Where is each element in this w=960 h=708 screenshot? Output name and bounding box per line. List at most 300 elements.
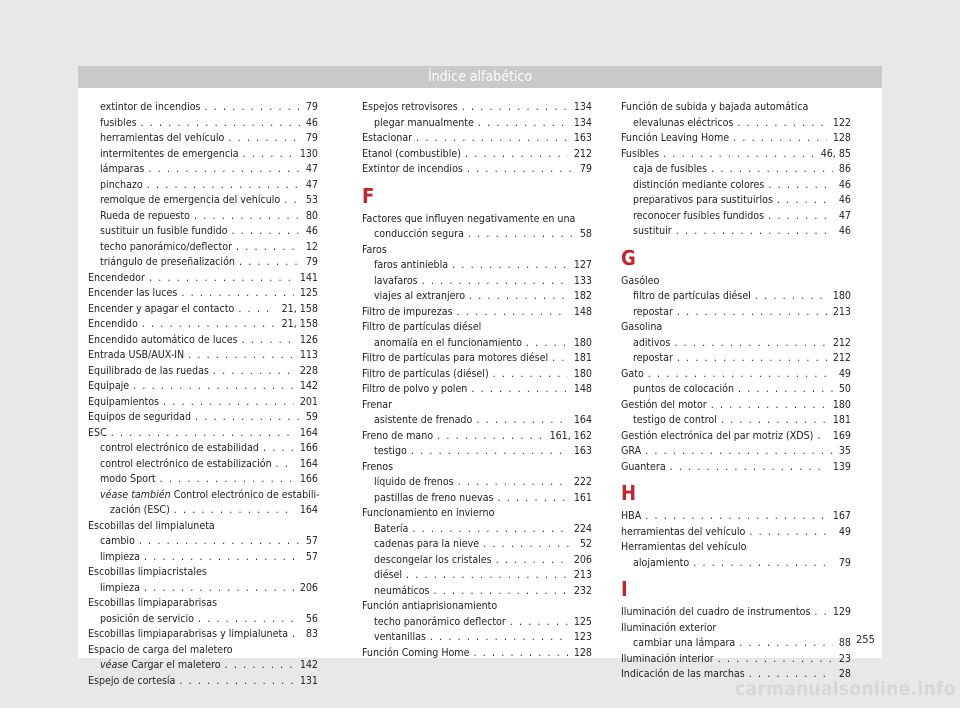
index-entry-text: Iluminación interior [621, 652, 714, 665]
index-entry-text: techo panorámico deflector [374, 615, 506, 628]
index-entry [88, 364, 318, 380]
index-entry-text: Función Coming Home [362, 646, 470, 659]
index-entry-term [100, 209, 190, 225]
index-entry-term [374, 227, 464, 243]
index-entry-term [621, 101, 808, 113]
index-entry [88, 519, 318, 535]
index-entry [621, 320, 851, 336]
index-entry [362, 522, 592, 538]
index-entry-page: 180 [832, 290, 851, 302]
index-entry [621, 224, 851, 240]
index-entry [88, 255, 318, 271]
index-entry [88, 286, 318, 302]
index-entry-term [88, 410, 191, 426]
index-entry-text: ventanillas [374, 631, 426, 643]
index-entry-term [100, 131, 224, 147]
index-entry-page: 128 [573, 646, 592, 659]
index-entry-term [374, 537, 479, 553]
index-entry-text: posición de servicio [100, 612, 194, 625]
index-entry-term [621, 321, 662, 333]
index-entry [88, 302, 318, 318]
index-entry-text: Factores que influyen negativamente en una [362, 212, 576, 225]
index-entry-text: filtro de partículas diésel [633, 290, 751, 302]
index-entry [362, 243, 592, 259]
index-entry [362, 506, 592, 522]
index-entry-term [374, 289, 465, 305]
dot-leader [663, 147, 815, 163]
index-entry-text: Equipaje [88, 380, 130, 392]
index-entry [621, 605, 851, 621]
index-section-letter: H [621, 481, 637, 505]
index-entry-page: 125 [299, 287, 318, 299]
index-entry-text: triángulo de preseñalización [100, 256, 235, 268]
dot-leader [133, 379, 294, 395]
index-entry [88, 457, 318, 473]
index-entry-term [88, 317, 138, 333]
index-entry-term [88, 364, 209, 380]
index-entry-text: Espejos retrovisores [362, 101, 458, 113]
index-entry-page: 122 [832, 116, 851, 129]
index-entry [621, 413, 851, 429]
index-entry-term [633, 116, 733, 132]
index-entry [621, 382, 851, 398]
dot-leader [465, 147, 568, 163]
index-entry [362, 162, 592, 178]
index-entry-term [621, 622, 716, 634]
index-entry-term [362, 305, 453, 321]
index-entry-term [621, 525, 745, 541]
index-entry-text: Frenar [362, 398, 393, 411]
dot-leader [144, 550, 300, 566]
index-entry-page: 212 [832, 336, 851, 349]
dot-leader [434, 584, 568, 600]
dot-leader [749, 525, 833, 541]
index-entry-page: 46 [305, 225, 318, 237]
index-entry-text: preparativos para sustituirlos [633, 194, 773, 206]
dot-leader [755, 289, 827, 305]
dot-leader [670, 460, 827, 476]
index-entry-text: anomalía en el funcionamiento [374, 336, 522, 349]
index-column-2 [362, 100, 592, 661]
dot-leader [721, 413, 827, 429]
index-entry-text: neumáticos [374, 584, 430, 597]
index-entry-term [621, 429, 813, 445]
index-entry-page: 164 [299, 457, 318, 470]
index-entry-term [374, 336, 522, 352]
index-entry-text: Gasolina [621, 321, 663, 333]
index-entry [621, 178, 851, 194]
dot-leader [406, 568, 568, 584]
index-entry-page: 139 [832, 460, 851, 473]
index-entry-term [100, 658, 221, 674]
index-entry-text: Batería [374, 522, 409, 535]
dot-leader [411, 444, 568, 460]
index-entry [621, 367, 851, 383]
index-entry-text: limpieza [100, 550, 140, 563]
dot-leader [738, 382, 833, 398]
index-entry-page: 134 [573, 116, 592, 129]
index-entry-text: repostar [633, 352, 673, 364]
page-header-title: Índice alfabético [78, 66, 882, 88]
index-entry-page: 21, 158 [281, 318, 318, 330]
index-entry-page: 12 [305, 240, 318, 253]
index-entry-text: Gasóleo [621, 274, 660, 287]
index-entry-text: cambiar una lámpara [633, 637, 736, 649]
index-entry [362, 444, 592, 460]
index-entry-page: 86 [838, 163, 851, 175]
index-entry-page: 49 [838, 525, 851, 538]
dot-leader [471, 382, 567, 398]
index-entry [362, 630, 592, 646]
dot-leader [693, 556, 833, 572]
index-entry [621, 289, 851, 305]
index-entry-text: sustituir [633, 225, 672, 237]
index-entry [88, 596, 318, 612]
dot-leader [467, 162, 574, 178]
dot-leader [457, 305, 568, 321]
index-entry-text: limpieza [100, 581, 140, 594]
index-entry-term [362, 646, 469, 662]
index-entry-term [362, 213, 575, 225]
index-entry-text: Encendido [88, 318, 138, 330]
index-entry-term [633, 351, 673, 367]
index-entry-term [621, 147, 659, 163]
index-entry [362, 100, 592, 116]
dot-leader [777, 193, 833, 209]
index-entry-term [88, 286, 177, 302]
index-entry-page: 28 [838, 668, 851, 680]
dot-leader [817, 429, 826, 445]
index-entry [88, 240, 318, 256]
index-entry-text: distinción mediante colores [633, 178, 765, 191]
index-entry [362, 646, 592, 662]
index-entry-term [88, 597, 217, 609]
index-entry-term [621, 605, 810, 621]
index-entry-text: Indicación de las marchas [621, 668, 745, 680]
index-entry-term [100, 147, 239, 163]
index-entry-term [88, 566, 207, 578]
index-entry-term [88, 644, 233, 656]
index-entry-page: 88 [838, 637, 851, 649]
index-entry [621, 621, 851, 637]
index-entry-term [621, 275, 659, 287]
index-entry [621, 116, 851, 132]
dot-leader [144, 581, 294, 597]
index-entry-page: 50 [838, 383, 851, 395]
index-entry [621, 444, 851, 460]
index-entry-page: 113 [299, 349, 318, 361]
see-also-label: véase [100, 659, 129, 671]
index-entry-text: asistente de frenado [374, 414, 473, 426]
index-entry [362, 568, 592, 584]
index-entry-text: Herramientas del vehículo [621, 541, 747, 553]
index-entry-text: fusibles [100, 116, 137, 129]
index-entry-term [374, 615, 506, 631]
index-entry-term [100, 162, 144, 178]
index-entry-term [633, 305, 673, 321]
index-entry-text: conducción segura [374, 228, 464, 240]
index-entry-term [633, 193, 773, 209]
index-entry-page: 161, 162 [549, 429, 592, 442]
index-entry-page: 46 [838, 225, 851, 237]
index-entry [362, 475, 592, 491]
index-entry-page: 164 [299, 504, 318, 516]
index-entry-text: Gestión electrónica del par motriz (XDS) [621, 429, 814, 442]
dot-leader [718, 652, 833, 668]
index-entry-page: 167 [832, 510, 851, 522]
index-entry-page: 23 [838, 652, 851, 665]
index-entry [88, 395, 318, 411]
index-entry [621, 429, 851, 445]
index-entry-term [88, 302, 234, 318]
index-entry-page: 222 [573, 476, 592, 488]
index-entry [621, 525, 851, 541]
index-entry-term [100, 116, 137, 132]
index-entry [88, 193, 318, 209]
index-entry-term [100, 193, 280, 209]
index-entry-term [621, 667, 745, 683]
index-entry-text: Función de subida y bajada automática [621, 101, 809, 113]
index-entry [362, 413, 592, 429]
index-entry-page: 169 [832, 429, 851, 442]
index-entry [88, 271, 318, 287]
index-entry [362, 429, 592, 445]
index-entry-text: Estacionar [362, 132, 413, 144]
index-entry-text: remolque de emergencia del vehículo [100, 194, 281, 206]
index-entry-page: 80 [305, 209, 318, 222]
dot-leader [739, 636, 833, 652]
index-entry-term [88, 520, 215, 532]
index-entry [88, 488, 318, 504]
dot-leader [205, 100, 300, 116]
index-entry-page: 206 [573, 553, 592, 566]
index-entry-text: Guantera [621, 460, 666, 473]
dot-leader [496, 553, 568, 569]
dot-leader [236, 240, 300, 256]
index-entry [88, 116, 318, 132]
index-entry-page: 164 [299, 426, 318, 439]
index-entry-term [621, 460, 666, 476]
index-entry-page: 58 [579, 228, 592, 240]
index-entry [621, 305, 851, 321]
index-entry-text: testigo de control [633, 414, 717, 426]
index-entry-text: Encender y apagar el contacto [88, 302, 235, 315]
dot-leader [194, 209, 300, 225]
index-entry-text: alojamiento [633, 556, 690, 569]
index-entry-term [621, 652, 714, 668]
index-entry [88, 209, 318, 225]
index-entry-term [100, 178, 143, 194]
index-entry-text: Iluminación del cuadro de instrumentos [621, 606, 811, 618]
index-entry-term [633, 336, 670, 352]
index-entry [362, 553, 592, 569]
index-entry-term [621, 509, 641, 525]
index-entry-text: herramientas del vehículo [621, 525, 746, 538]
index-section-letter: G [621, 245, 636, 270]
index-entry-term [633, 382, 734, 398]
index-entry-text: elevalunas eléctricos [633, 116, 734, 129]
index-entry-term [633, 162, 707, 178]
index-entry-text: plegar manualmente [374, 116, 474, 129]
index-entry [88, 627, 318, 643]
index-entry-page: 59 [305, 411, 318, 423]
index-entry-term [633, 289, 751, 305]
dot-leader [141, 116, 300, 132]
index-entry [88, 472, 318, 488]
index-entry-term [621, 131, 729, 147]
index-entry-term [88, 674, 175, 690]
index-entry [621, 351, 851, 367]
index-entry-term [88, 333, 238, 349]
index-entry [362, 320, 592, 336]
index-entry [362, 147, 592, 163]
index-entry [621, 509, 851, 525]
index-entry-term [374, 116, 474, 132]
index-entry-text: Equipos de seguridad [88, 411, 192, 423]
index-entry [88, 426, 318, 442]
index-entry-term [100, 100, 201, 116]
index-entry-text: Etanol (combustible) [362, 147, 461, 160]
index-entry-term [374, 475, 454, 491]
index-entry-text: Escobillas del limpialuneta [88, 519, 215, 532]
dot-leader [263, 441, 294, 457]
index-entry-term [633, 209, 764, 225]
dot-leader [111, 426, 294, 442]
index-entry-text: puntos de colocación [633, 383, 735, 395]
index-entry-page: 212 [832, 352, 851, 364]
index-entry-text: control electrónico de estabilidad [100, 442, 259, 454]
index-entry-page: 79 [305, 101, 318, 113]
index-entry-text: Filtro de partículas diésel [362, 321, 482, 333]
index-entry-page: 180 [832, 398, 851, 411]
index-entry [362, 227, 592, 243]
index-entry-text: Escobillas limpiaparabrisas y limpialuneta [88, 628, 289, 640]
index-entry [88, 441, 318, 457]
dot-leader [468, 227, 574, 243]
index-entry-term [374, 584, 430, 600]
index-entry-text: GRA [621, 445, 642, 457]
index-entry-text: intermitentes de emergencia [100, 147, 239, 160]
index-entry-page: 21, 158 [281, 302, 318, 315]
dot-leader [483, 537, 574, 553]
index-column-3 [621, 100, 851, 683]
index-entry-page: 79 [305, 132, 318, 144]
index-entry [88, 379, 318, 395]
index-entry-page: 201 [299, 395, 318, 408]
index-entry [362, 599, 592, 615]
index-entry-text: Encendedor [88, 271, 145, 284]
index-entry-page: 46 [305, 116, 318, 129]
index-entry [362, 212, 592, 228]
dot-leader [768, 209, 833, 225]
index-entry [621, 460, 851, 476]
index-entry [621, 162, 851, 178]
index-entry-page: 130 [299, 147, 318, 160]
index-entry-text: aditivos [633, 336, 671, 349]
index-entry [362, 615, 592, 631]
index-entry-page: 52 [579, 538, 592, 550]
dot-leader [412, 522, 567, 538]
index-entry-page: 56 [305, 612, 318, 625]
index-entry [362, 460, 592, 476]
index-entry-page: 49 [838, 367, 851, 380]
index-entry [362, 258, 592, 274]
dot-leader [239, 255, 300, 271]
index-entry-text: cadenas para la nieve [374, 538, 480, 550]
index-entry [621, 193, 851, 209]
dot-leader [422, 274, 568, 290]
index-entry-page: 212 [573, 147, 592, 160]
dot-leader [181, 286, 294, 302]
index-entry [362, 116, 592, 132]
index-entry [362, 305, 592, 321]
index-entry-term [100, 240, 232, 256]
index-entry-page: 46 [838, 194, 851, 206]
index-entry [88, 131, 318, 147]
index-entry-term [362, 399, 392, 411]
index-entry-text: Rueda de repuesto [100, 209, 190, 222]
index-entry-text: Frenos [362, 460, 394, 473]
index-entry-term [374, 413, 472, 429]
index-entry-term [374, 444, 407, 460]
index-entry-page: 166 [299, 473, 318, 485]
index-entry-term [88, 627, 288, 643]
index-entry-page: 141 [299, 271, 318, 284]
index-entry [88, 333, 318, 349]
index-entry [621, 274, 851, 290]
index-entry [88, 550, 318, 566]
dot-leader [473, 646, 567, 662]
index-entry-term [374, 553, 492, 569]
index-entry-text: Entrada USB/AUX-IN [88, 349, 185, 361]
index-entry [88, 612, 318, 628]
dot-leader [416, 131, 568, 147]
index-entry [621, 336, 851, 352]
index-entry-text: Iluminación exterior [621, 621, 717, 634]
dot-leader [498, 491, 568, 507]
index-entry-text: Encender las luces [88, 287, 178, 299]
index-entry-term [100, 472, 156, 488]
dot-leader [648, 367, 833, 383]
index-entry [88, 100, 318, 116]
index-entry-text: Fusibles [621, 147, 660, 160]
index-entry-page: 181 [832, 414, 851, 426]
index-entry-text: Filtro de polvo y polen [362, 383, 468, 395]
index-entry [362, 537, 592, 553]
index-entry-text: Espejo de cortesía [88, 674, 176, 687]
index-entry-text: Equilibrado de las ruedas [88, 364, 209, 377]
index-entry-page: 79 [305, 256, 318, 268]
index-entry-term [374, 630, 426, 646]
index-entry-text: faros antiniebla [374, 259, 449, 271]
index-entry-term [362, 100, 458, 116]
index-entry [621, 100, 851, 116]
index-entry-text: viajes al extranjero [374, 290, 466, 302]
dot-leader [476, 413, 568, 429]
index-entry-text: Cargar el maletero [128, 659, 221, 671]
index-entry-text: Filtro de partículas (diésel) [362, 367, 489, 380]
index-column-1 [88, 100, 318, 689]
index-entry-page: 46, 85 [820, 147, 851, 160]
index-entry-text: Gestión del motor [621, 398, 707, 411]
index-entry-page: 57 [305, 535, 318, 547]
dot-leader [711, 398, 827, 414]
dot-leader [437, 429, 543, 445]
index-entry-page: 79 [838, 556, 851, 569]
index-entry-term [88, 395, 159, 411]
index-entry-term [362, 321, 481, 333]
index-entry [621, 147, 851, 163]
